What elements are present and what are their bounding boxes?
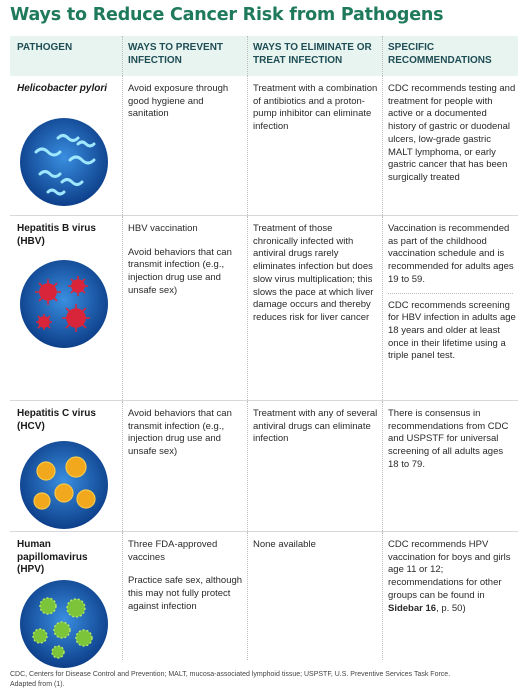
header-treat: WAYS TO ELIMINATE OR TREAT INFECTION (253, 42, 372, 66)
table-row (10, 76, 518, 216)
table-header (10, 36, 518, 76)
recommendation-text: CDC recommends testing and treatment for people with active or a documented history of gastric or duodenal ulcers, low-grade gastric MALT lymphoma, or early gastric cancer that has been surgically treated (388, 83, 516, 183)
footnote: CDC, Centers for Disease Control and Prevention; MALT, mucosa-associated lymphoid tissue; USPSTF, U.S. Preventive Services Task Force. Adapted from (1). (10, 671, 451, 688)
pathogen-name: Helicobacter pylori (17, 83, 108, 94)
treat-text: Treatment with a combination of antibiotics and a proton-pump inhibitor can eliminate infection (253, 83, 378, 133)
recommendation-text: CDC recommends HPV vaccination for boys and girls age 11 or 12; recommendations for other groups can be found in Sidebar 16, p. 50) (388, 539, 511, 614)
pathogen-table (10, 36, 518, 660)
table-row (10, 532, 518, 660)
pathogen-name: Human papillomavirus (HPV) (17, 539, 88, 575)
prevent-text: Avoid exposure through good hygiene and sanitation (128, 83, 229, 120)
prevent-text: Three FDA-approved vaccines Practice safe sex, although this may not fully protect against infection (128, 539, 243, 612)
table-row (10, 216, 518, 401)
sidebar-reference: Sidebar 16 (388, 602, 437, 614)
page-title: Ways to Reduce Cancer Risk from Pathogens (10, 5, 444, 25)
header-recommendations: SPECIFIC RECOMMENDATIONS (388, 42, 492, 66)
treat-text: Treatment of those chronically infected with antiviral drugs rarely eliminates infection but does slow virus multiplication; this slows the pace at which liver damage occurs and thereby reduces risk for liver cancer (253, 223, 374, 323)
h-pylori-icon (18, 116, 110, 208)
hcv-virus-icon (18, 439, 110, 531)
hpv-virus-icon (18, 578, 110, 670)
prevent-text: Avoid behaviors that can transmit infection (e.g., injection drug use and unsafe sex) (128, 408, 232, 458)
prevent-text: HBV vaccination Avoid behaviors that can transmit infection (e.g., injection drug use and unsafe sex) (128, 223, 232, 296)
header-pathogen: PATHOGEN (17, 42, 73, 53)
recommendation-text: Vaccination is recommended as part of the childhood vaccination schedule and is recommended for adults ages 19 to 59. CDC recommends screening for HBV infection in adults age 18 years and older at least once in their lifetime using a triple panel test. (388, 223, 516, 362)
treat-text: None available (253, 539, 316, 550)
pathogen-name: Hepatitis B virus (HBV) (17, 223, 96, 247)
pathogen-name: Hepatitis C virus (HCV) (17, 408, 96, 432)
treat-text: Treatment with any of several antiviral drugs can eliminate infection (253, 408, 378, 445)
table-row (10, 401, 518, 532)
recommendation-text: There is consensus in recommendations from CDC and USPSTF for universal screening of all adults ages 18 to 79. (388, 408, 509, 470)
header-prevent: WAYS TO PREVENT INFECTION (128, 42, 224, 66)
hbv-virus-icon (18, 258, 110, 350)
